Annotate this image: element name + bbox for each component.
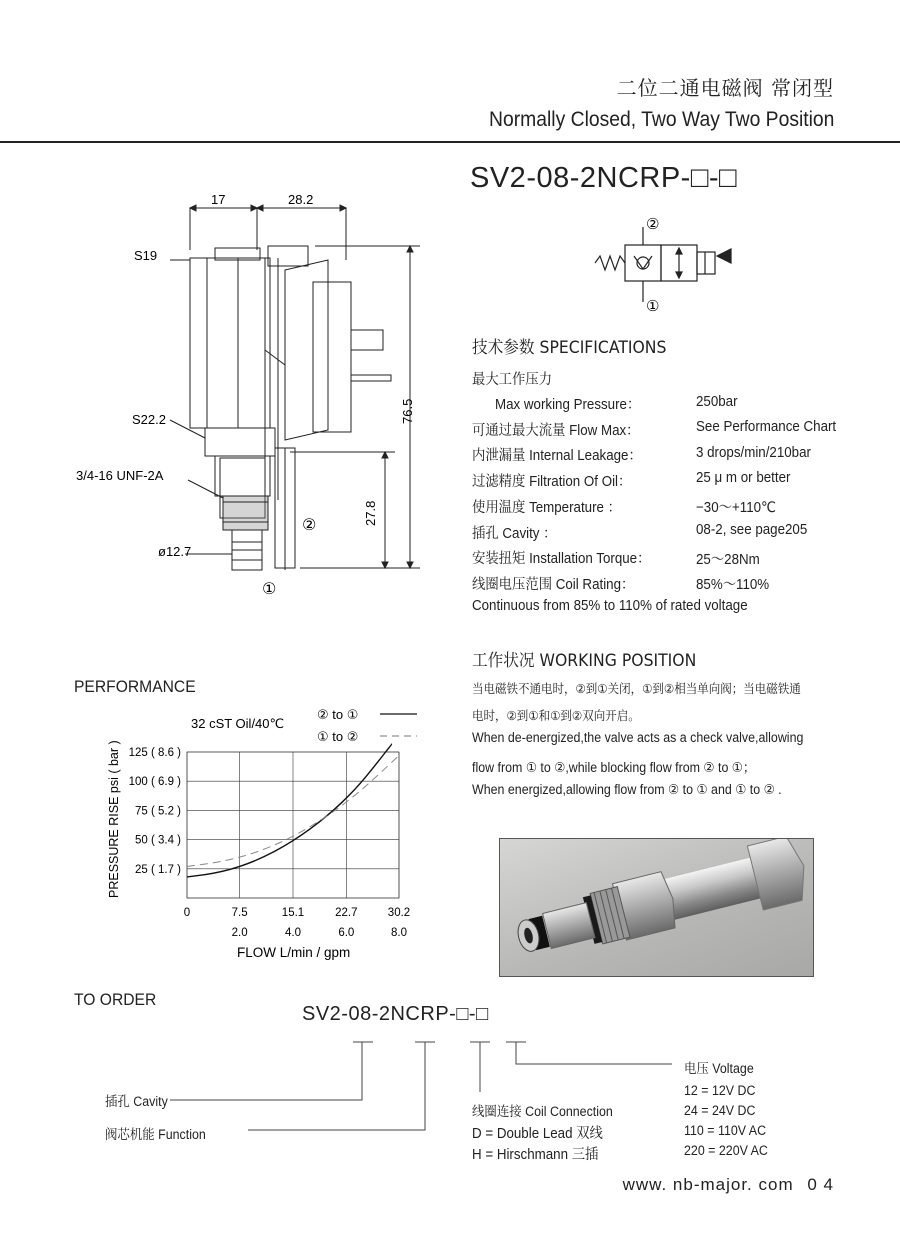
dim-76-5: 76.5: [400, 398, 415, 424]
y-ticks: [129, 747, 182, 876]
spec-value-1: 250bar: [696, 394, 738, 410]
model-number: SV2-08-2NCRP-□-□: [470, 162, 738, 194]
drawing-port-1: ①: [262, 581, 277, 598]
spec-value-3: 3 drops/min/210bar: [696, 445, 811, 461]
working-line-3: flow from ① to ②,while blocking flow from ② to ①；: [472, 760, 756, 775]
dim-28-2: 28.2: [288, 192, 314, 207]
y-tick-0: 25 ( 1.7 ): [134, 863, 181, 876]
footer: [623, 1175, 834, 1195]
x-tick-gpm-2: 6.0: [338, 927, 355, 939]
x-tick-1: 7.5: [231, 907, 248, 919]
chart-oil-note: 32 cST Oil/40℃: [191, 716, 285, 731]
x-tick-4: 30.2: [387, 907, 411, 919]
spec-label-8: 线圈电压范围 Coil Rating：: [472, 577, 635, 593]
spec-note: Continuous from 85% to 110% of rated voltage: [472, 598, 748, 614]
header-title-en: Normally Closed, Two Way Two Position: [488, 108, 834, 131]
spec-value-5: −30～+110℃: [696, 500, 777, 516]
label-s19: S19: [134, 248, 158, 263]
order-voltage-12: 12 = 12V DC: [684, 1083, 756, 1098]
drawing-port-2: ②: [302, 517, 317, 534]
page-number: 0 4: [807, 1175, 834, 1194]
symbol-port-2: ②: [646, 216, 660, 233]
x-tick-gpm-3: 8.0: [391, 927, 407, 939]
spec-label-3: 内泄漏量 Internal Leakage：: [472, 448, 642, 464]
order-voltage-220: 220 = 220V AC: [684, 1143, 768, 1158]
x-tick-gpm-0: 2.0: [231, 927, 248, 939]
dim-17: 17: [211, 192, 226, 207]
order-voltage-24: 24 = 24V DC: [684, 1103, 756, 1118]
order-cavity: 插孔 Cavity: [105, 1094, 168, 1109]
y-tick-4: 125 ( 8.6 ): [128, 747, 181, 759]
working-line-1: 电时，②到①和①到②双向开启。: [472, 708, 640, 723]
label-diameter: ø12.7: [158, 544, 192, 559]
x-tick-0: 0: [183, 907, 191, 919]
label-s22-2: S22.2: [132, 412, 166, 427]
spec-label-6: 插孔 Cavity ：: [472, 526, 557, 542]
performance-chart: [95, 700, 445, 965]
spec-label-4: 过滤精度 Filtration Of Oil：: [472, 474, 632, 490]
x-axis-label: FLOW L/min / gpm: [237, 945, 351, 960]
label-thread: 3/4-16 UNF-2A: [76, 468, 164, 483]
spec-value-7: 25～28Nm: [696, 552, 760, 568]
y-tick-3: 100 ( 6.9 ): [128, 776, 181, 789]
legend-label-1: ① to ②: [317, 729, 359, 744]
chart-grid: [187, 752, 399, 898]
y-tick-1: 50 ( 3.4 ): [134, 834, 181, 847]
order-title: TO ORDER: [74, 990, 157, 1009]
spec-label-0: 最大工作压力: [472, 372, 553, 388]
spec-value-6: 08-2, see page205: [696, 522, 808, 538]
spec-label-2: 可通过最大流量 Flow Max：: [472, 423, 640, 439]
performance-title: PERFORMANCE: [74, 677, 196, 696]
symbol-port-1: ①: [646, 298, 660, 314]
order-model: SV2-08-2NCRP-□-□: [302, 1003, 489, 1025]
spec-label-1: Max working Pressure：: [495, 397, 641, 413]
working-line-0: 当电磁铁不通电时，②到①关闭，①到②相当单向阀；当电磁铁通: [472, 681, 801, 696]
order-coil-h: H = Hirschmann 三插: [472, 1147, 599, 1163]
order-function: 阀芯机能 Function: [105, 1127, 206, 1142]
y-tick-2: 75 ( 5.2 ): [134, 805, 181, 818]
working-line-2: When de-energized,the valve acts as a check valve,allowing: [472, 730, 804, 745]
spec-value-2: See Performance Chart: [696, 419, 837, 435]
order-coil-title: 线圈连接 Coil Connection: [472, 1104, 613, 1119]
product-photo: [499, 838, 814, 977]
spec-value-4: 25 μ m or better: [696, 470, 791, 486]
header-title-cn: 二位二通电磁阀 常闭型: [616, 76, 834, 100]
order-voltage-110: 110 = 110V AC: [684, 1123, 767, 1138]
spec-label-7: 安装扭矩 Installation Torque：: [472, 551, 651, 567]
y-axis-label: PRESSURE RISE psi ( bar ): [107, 740, 121, 898]
valve-cartridge-image: [500, 839, 813, 976]
footer-url[interactable]: www. nb-major. com: [622, 1175, 794, 1194]
x-tick-3: 22.7: [335, 907, 358, 919]
hydraulic-symbol: [590, 212, 750, 314]
working-line-4: When energized,allowing flow from ② to ① and ① to ② .: [472, 782, 782, 797]
specs-title: 技术参数 SPECIFICATIONS: [472, 338, 667, 358]
legend-label-0: ② to ①: [317, 707, 359, 722]
order-voltage-title: 电压 Voltage: [684, 1061, 754, 1076]
spec-value-8: 85%～110%: [696, 577, 770, 593]
x-ticks: [184, 907, 410, 939]
spec-label-5: 使用温度 Temperature ：: [472, 500, 622, 516]
technical-drawing: [60, 180, 430, 610]
dim-27-8: 27.8: [363, 500, 378, 526]
x-tick-gpm-1: 4.0: [285, 927, 301, 939]
x-tick-2: 15.1: [281, 907, 305, 919]
header-divider: [0, 141, 900, 143]
working-title: 工作状况 WORKING POSITION: [472, 651, 697, 671]
order-coil-d: D = Double Lead 双线: [472, 1126, 603, 1142]
